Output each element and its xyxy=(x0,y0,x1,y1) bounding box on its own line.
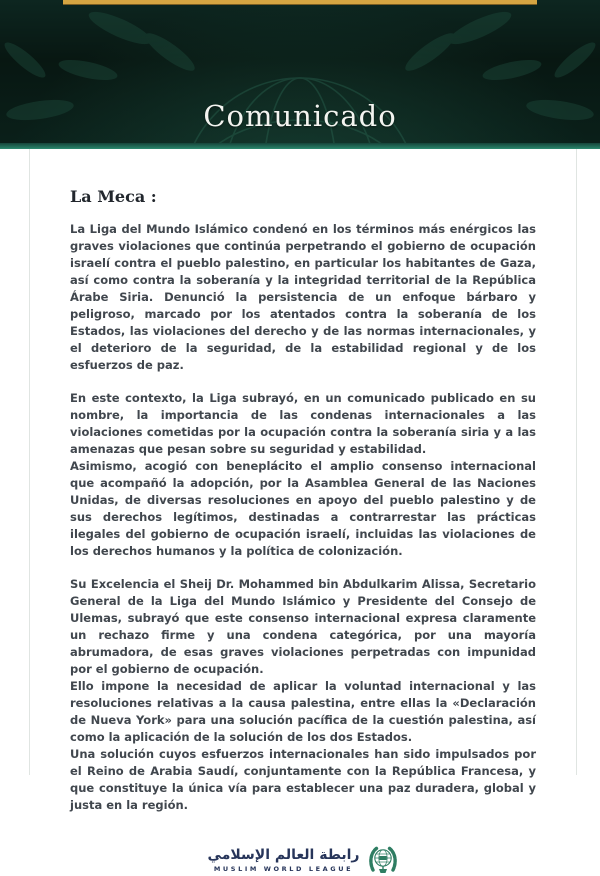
logo-arabic-calligraphy: رابطة العالم الإسلامي xyxy=(207,847,360,863)
header-accent-strip xyxy=(0,143,600,149)
paragraph: En este contexto, la Liga subrayó, en un comunicado publicado en su nombre, la importancia de las condenas internacionales a las violaciones cometidas por la ocupación contra la soberanía siria y a las amenazas que pesan sobre su seguridad y estabilidad. xyxy=(70,391,536,456)
location-heading: La Meca : xyxy=(70,187,157,206)
paragraph: Ello impone la necesidad de aplicar la voluntad internacional y las resoluciones relativas a la causa palestina, entre ellas la «Declaración de Nueva York» para una solución pacífica de la cuestión palestina, así como la aplicación de la solución de los dos Estados. xyxy=(70,679,536,744)
paragraph: La Liga del Mundo Islámico condenó en los términos más enérgicos las graves violaciones que continúa perpetrando el gobierno de ocupación israelí contra el pueblo palestino, en particular los habitantes de Gaza, así como contra la soberanía y la integridad territorial de la República Árabe Siria. Denunció la persistencia de un enfoque bárbaro y peligroso, marcado por los atentados contra la soberanía de los Estados, las violaciones del derecho y de las normas internacionales, y el deterioro de la seguridad, de la estabilidad regional y de los esfuerzos de paz. xyxy=(70,222,536,372)
organization-logo xyxy=(70,844,536,876)
document-card xyxy=(29,149,577,873)
paragraph: Asimismo, acogió con beneplácito el amplio consenso internacional que acompañó la adopción, por la Asamblea General de las Naciones Unidas, de diversas resoluciones en apoyo del pueblo palestino y de sus derechos legítimos, destinadas a contrarrestar las prácticas ilegales del gobierno de ocupación israelí, incluidas las violaciones de los derechos humanos y la política de colonización. xyxy=(70,459,536,558)
page-title: Comunicado xyxy=(203,99,397,133)
paragraph-group xyxy=(70,576,536,814)
gold-top-bar xyxy=(63,0,537,5)
paragraph: Una solución cuyos esfuerzos internacionales han sido impulsados por el Reino de Arabia Saudí, conjuntamente con la República Francesa, y que constituye la única vía para establecer una paz duradera, global y justa en la región. xyxy=(70,747,536,812)
paragraph: Su Excelencia el Sheij Dr. Mohammed bin Abdulkarim Alissa, Secretario General de la Liga del Mundo Islámico y Presidente del Consejo de Ulemas, subrayó que este consenso internacional expresa claramente un rechazo firme y una condena categórica, por una mayoría abrumadora, de esas graves violaciones perpetradas con impunidad por el gobierno de ocupación. xyxy=(70,577,536,676)
muslim-world-league-emblem-icon xyxy=(368,844,398,876)
paragraph-group xyxy=(70,390,536,560)
header-banner xyxy=(0,0,600,149)
document-paragraphs xyxy=(70,221,536,814)
logo-latin-name: MUSLIM WORLD LEAGUE xyxy=(213,865,354,873)
paragraph-group xyxy=(70,221,536,374)
logo-text-block xyxy=(208,847,360,873)
